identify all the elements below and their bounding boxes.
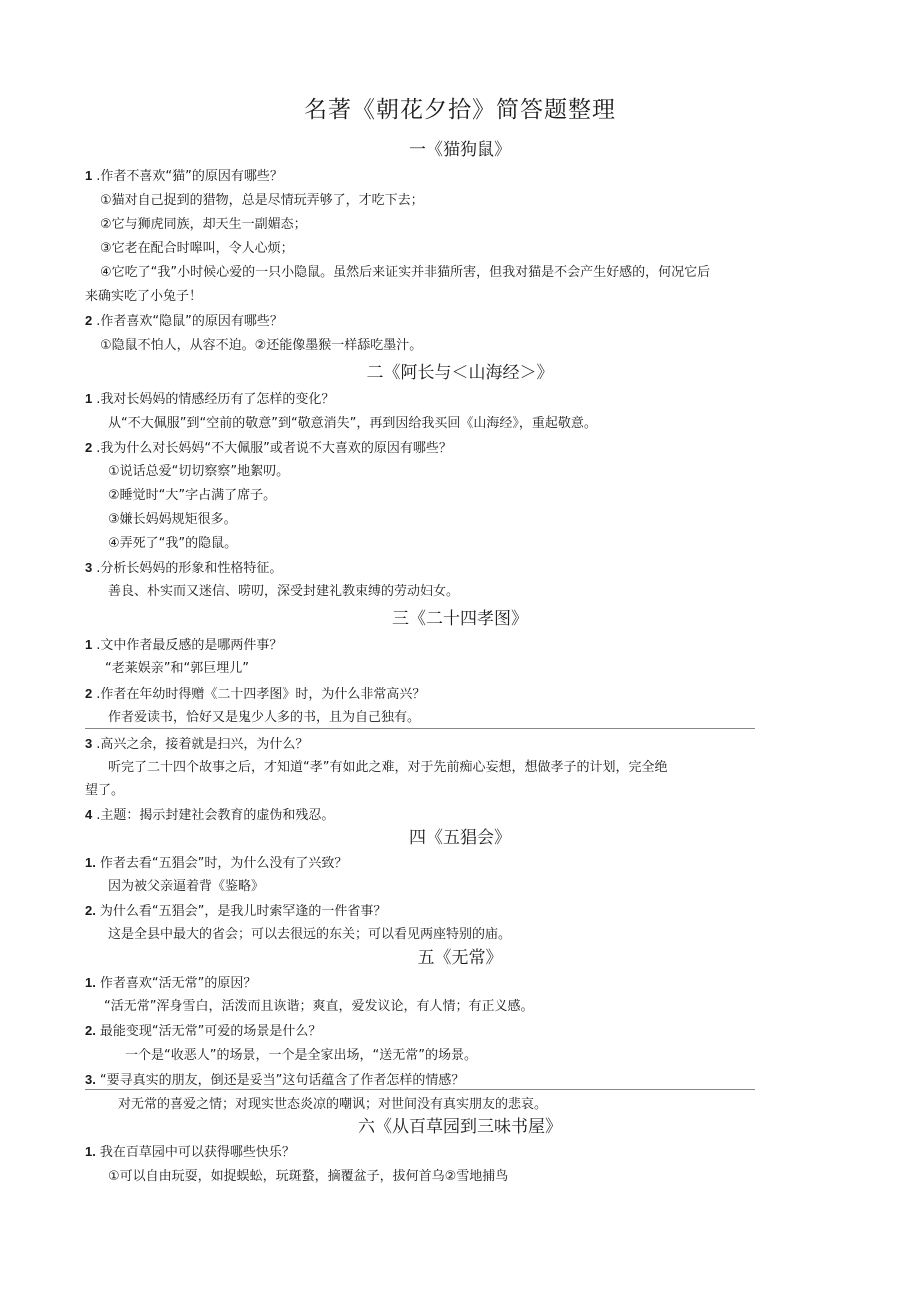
- question-text: .作者在年幼时得赠《二十四孝图》时，为什么非常高兴？: [96, 687, 426, 702]
- answer-line: ②睡觉时“大”字占满了席子。: [108, 488, 277, 503]
- answer-line: 这是全县中最大的省会；可以去很远的东关；可以看见两座特别的庙。: [108, 927, 512, 942]
- question: [85, 391, 334, 408]
- question-text: .作者喜欢“隐鼠”的原因有哪些？: [96, 314, 283, 329]
- question-number: 1.: [85, 855, 96, 870]
- question-text: 为什么看“五猖会”，是我儿时索罕逢的一件省事？: [99, 904, 387, 919]
- question: [85, 686, 425, 703]
- question-number: 1.: [85, 1144, 96, 1159]
- question-text: 作者去看“五猖会”时，为什么没有了兴致？: [99, 856, 348, 871]
- question-number: 3.: [85, 1072, 96, 1087]
- answer-line: 善良、朴实而又迷信、唠叨，深受封建礼教束缚的劳动妇女。: [108, 584, 460, 599]
- question-text: 作者喜欢“活无常”的原因？: [99, 976, 257, 991]
- page-break-rule: [85, 1089, 755, 1090]
- answer-line: ②它与狮虎同族，却天生一副媚态；: [100, 217, 307, 232]
- question: [85, 440, 452, 457]
- answer-line: ④它吃了“我”小时候心爱的一只小隐鼠。虽然后来证实并非猫所害，但我对猫是不会产生好感的，何况它后: [100, 265, 711, 280]
- answer-line: “老莱娱亲”和“郭巨埋儿”: [105, 661, 249, 676]
- section-heading: 二《阿长与＜山海经＞》: [366, 363, 554, 383]
- question-text: 最能变现“活无常”可爱的场景是什么？: [99, 1024, 322, 1039]
- answer-line: ③它老在配合时嗥叫，令人心烦；: [100, 241, 294, 256]
- answer-line: ①猫对自己捉到的猎物，总是尽情玩弄够了，才吃下去；: [100, 193, 424, 208]
- question: [85, 313, 283, 330]
- document-title: 名著《朝花夕拾》简答题整理: [304, 97, 616, 123]
- section-heading: 六《从百草园到三味书屋》: [358, 1117, 562, 1137]
- question-number: 3: [85, 736, 93, 751]
- answer-line: 从“不大佩服”到“空前的敬意”到“敬意消失”，再到因给我买回《山海经》，重起敬意。: [108, 416, 597, 431]
- question: [85, 807, 334, 824]
- question-number: 3: [85, 560, 93, 575]
- answer-line: 听完了二十四个故事之后，才知道“孝”有如此之难，对于先前痴心妄想，想做孝子的计划，完全绝: [108, 760, 668, 775]
- answer-line: ①隐鼠不怕人，从容不迫。②还能像墨猴一样舔吃墨汁。: [100, 338, 423, 353]
- question-number: 4: [85, 807, 93, 822]
- question: [85, 855, 347, 872]
- answer-line: ③嫌长妈妈规矩很多。: [108, 512, 237, 527]
- question: [85, 1023, 321, 1040]
- page-break-rule: [85, 728, 755, 729]
- question-text: .文中作者最反感的是哪两件事？: [96, 638, 283, 653]
- question: [85, 903, 386, 920]
- question-text: “要寻真实的朋友，倒还是妥当”这句话蕴含了作者怎样的情感？: [99, 1073, 465, 1088]
- question-number: 2: [85, 313, 93, 328]
- question-number: 1: [85, 391, 93, 406]
- answer-line: 望了。: [85, 783, 125, 798]
- answer-line: 作者爱读书，恰好又是鬼少人多的书，且为自己独有。: [108, 710, 421, 725]
- answer-line: 一个是“收恶人”的场景，一个是全家出场，“送无常”的场景。: [125, 1048, 477, 1063]
- question: [85, 168, 283, 185]
- answer-line: “活无常”浑身雪白，活泼而且诙谐；爽直，爱发议论，有人情；有正义感。: [104, 999, 534, 1014]
- answer-line: 因为被父亲逼着背《鉴略》: [108, 879, 265, 894]
- answer-line: ①说话总爱“切切察察”地絮叨。: [108, 464, 290, 479]
- section-heading: 五《无常》: [417, 948, 503, 968]
- section-heading: 一《猫狗鼠》: [409, 140, 511, 160]
- question: [85, 637, 282, 654]
- question-number: 2: [85, 686, 93, 701]
- question: [85, 560, 282, 577]
- question: [85, 736, 308, 753]
- question-text: .分析长妈妈的形象和性格特征。: [96, 561, 283, 576]
- question-number: 1.: [85, 975, 96, 990]
- question-number: 1: [85, 168, 93, 183]
- question: [85, 975, 256, 992]
- section-heading: 四《五猖会》: [409, 828, 511, 848]
- question-number: 2.: [85, 903, 96, 918]
- question: [85, 1144, 295, 1161]
- answer-line: ①可以自由玩耍，如捉蜈蚣，玩斑蝥，摘覆盆子，拔何首乌②雪地捕鸟: [108, 1169, 509, 1184]
- answer-line: 来确实吃了小兔子！: [85, 289, 203, 304]
- question-number: 1: [85, 637, 93, 652]
- question: [85, 1072, 464, 1089]
- question-text: .高兴之余，接着就是扫兴，为什么？: [96, 737, 309, 752]
- question-text: .主题：揭示封建社会教育的虚伪和残忍。: [96, 808, 335, 823]
- question-text: .作者不喜欢“猫”的原因有哪些？: [96, 169, 283, 184]
- question-text: 我在百草园中可以获得哪些快乐？: [99, 1145, 295, 1160]
- answer-line: ④弄死了“我”的隐鼠。: [108, 536, 238, 551]
- section-heading: 三《二十四孝图》: [392, 609, 528, 629]
- question-text: .我为什么对长妈妈“不大佩服”或者说不大喜欢的原因有哪些？: [96, 441, 452, 456]
- question-text: .我对长妈妈的情感经历有了怎样的变化？: [96, 392, 335, 407]
- question-number: 2: [85, 440, 93, 455]
- question-number: 2.: [85, 1023, 96, 1038]
- answer-line: 对无常的喜爱之情；对现实世态炎凉的嘲讽；对世间没有真实朋友的悲哀。: [118, 1097, 548, 1112]
